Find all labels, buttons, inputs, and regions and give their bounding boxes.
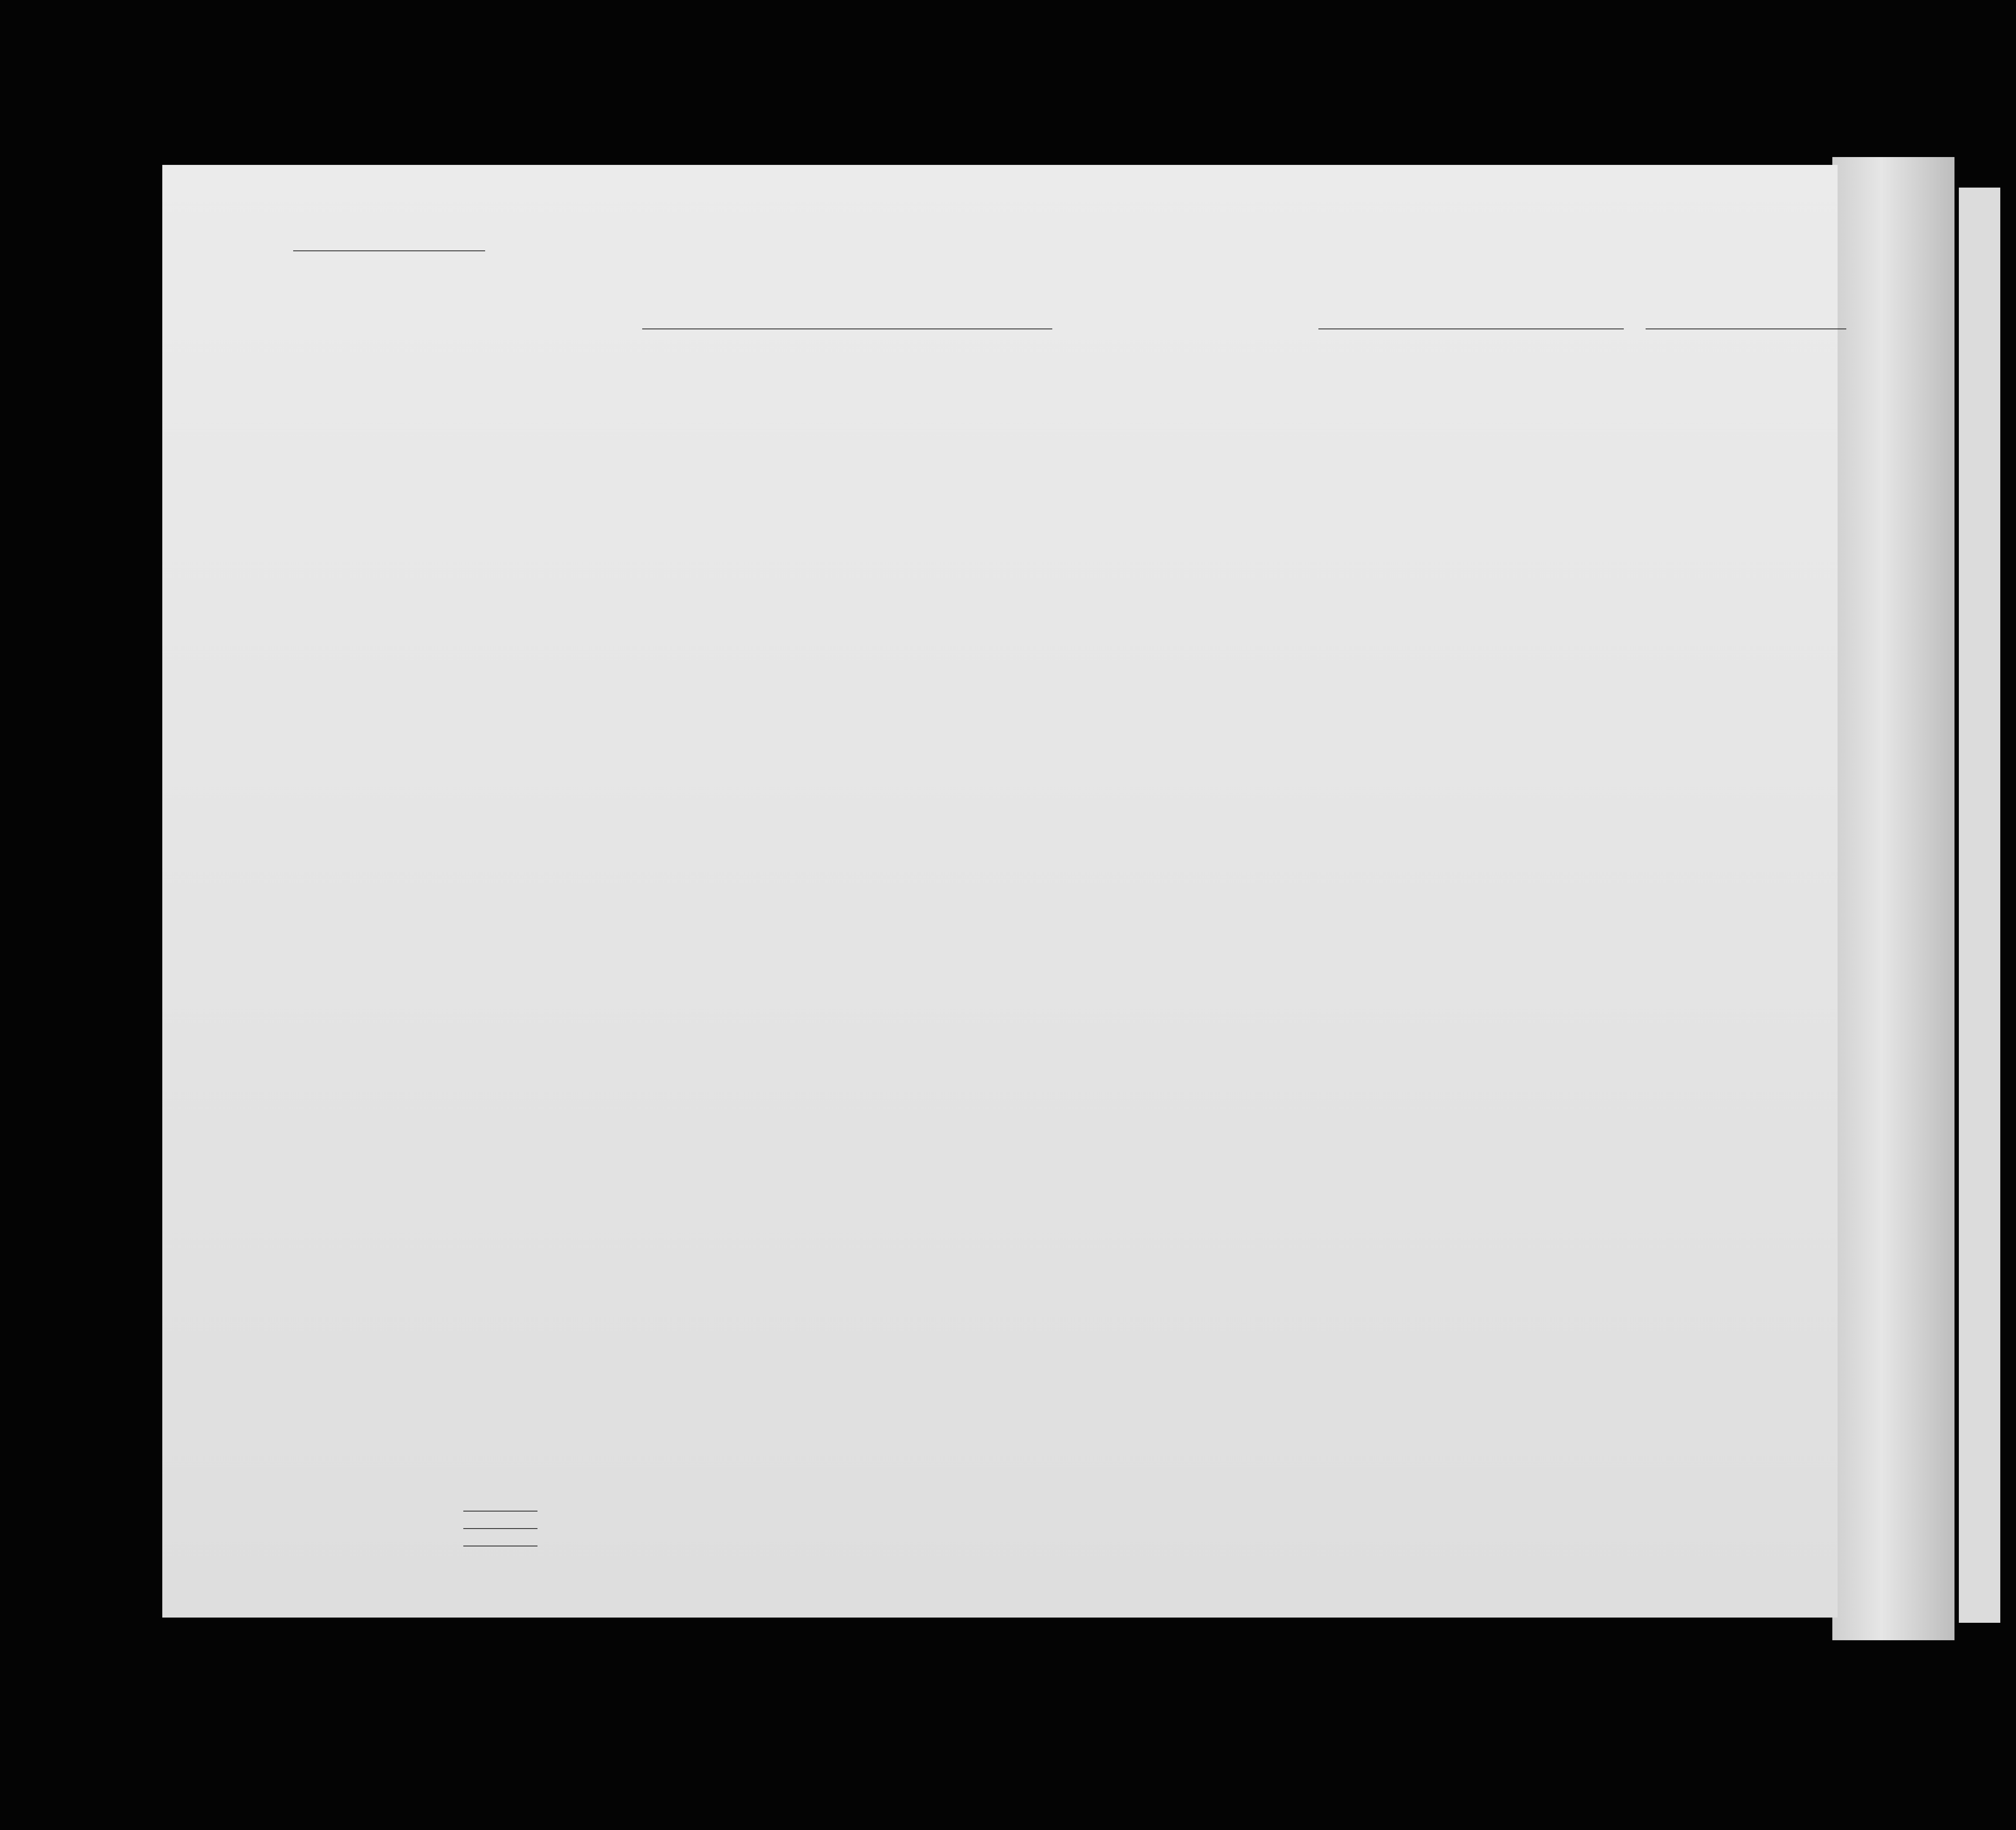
list-underline [293,250,485,251]
date-underline [1646,328,1846,329]
page-edge [1959,188,2000,1623]
next-sheet-edge [1832,157,1954,1640]
tot2-line [463,1528,537,1529]
manifest-sheet [162,165,1838,1618]
tot1-line [463,1511,537,1512]
port-underline [1318,328,1624,329]
ship-underline [642,328,1052,329]
